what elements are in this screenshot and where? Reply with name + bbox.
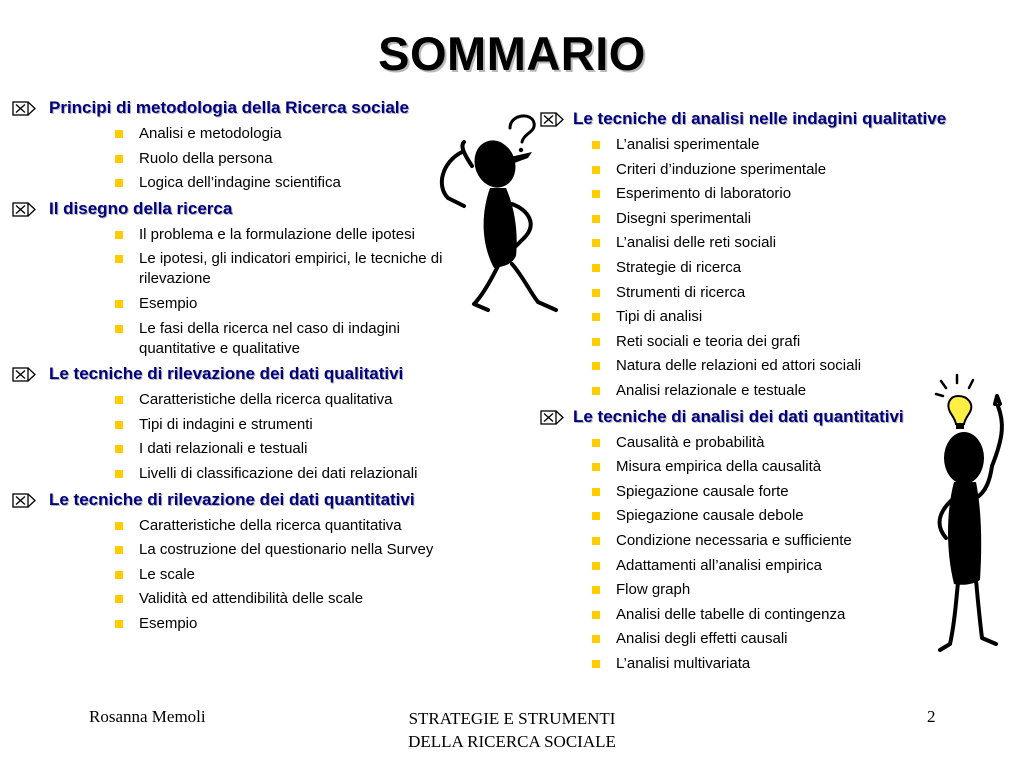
item-list xyxy=(12,225,482,359)
square-bullet-icon xyxy=(592,488,600,496)
list-item-text: I dati relazionali e testuali xyxy=(139,440,308,458)
square-bullet-icon xyxy=(115,300,123,308)
list-item-text: Strumenti di ricerca xyxy=(616,283,746,301)
square-bullet-icon xyxy=(592,141,600,149)
section-disegno xyxy=(12,198,482,359)
section-heading-row xyxy=(12,489,482,516)
list-item-text: Condizione necessaria e sufficiente xyxy=(616,531,852,549)
section-heading: Le tecniche di rilevazione dei dati qualitativi xyxy=(49,364,404,384)
list-item xyxy=(592,332,1020,352)
list-item xyxy=(115,464,482,484)
list-item xyxy=(592,233,1020,253)
list-item xyxy=(592,307,1020,327)
square-bullet-icon xyxy=(592,338,600,346)
section-heading-row xyxy=(12,198,482,225)
square-bullet-icon xyxy=(592,289,600,297)
square-bullet-icon xyxy=(592,586,600,594)
footer-course-line: DELLA RICERCA SOCIALE xyxy=(408,732,616,751)
list-item-text: Spiegazione causale forte xyxy=(616,482,789,500)
section-heading: Il disegno della ricerca xyxy=(49,198,233,218)
section-analisi-qualitative xyxy=(540,108,1020,401)
list-item-text: Esempio xyxy=(139,294,198,312)
list-item xyxy=(115,540,482,560)
list-item-text: Disegni sperimentali xyxy=(616,209,752,227)
section-rilevazione-quantitativi xyxy=(12,489,482,634)
boxed-x-arrow-icon xyxy=(12,202,36,217)
square-bullet-icon xyxy=(592,166,600,174)
item-list xyxy=(540,135,1020,401)
square-bullet-icon xyxy=(115,231,123,239)
page-title: SOMMARIO xyxy=(378,27,646,80)
square-bullet-icon xyxy=(115,620,123,628)
square-bullet-icon xyxy=(115,179,123,187)
list-item-text: Analisi degli effetti causali xyxy=(616,630,788,648)
square-bullet-icon xyxy=(115,255,123,263)
section-heading-row xyxy=(540,108,1020,135)
list-item-text: Analisi relazionale e testuale xyxy=(616,381,807,399)
square-bullet-icon xyxy=(115,546,123,554)
list-item-text: Esempio xyxy=(139,614,198,632)
square-bullet-icon xyxy=(115,522,123,530)
square-bullet-icon xyxy=(115,595,123,603)
left-column xyxy=(12,97,482,639)
footer-course-line: STRATEGIE E STRUMENTI xyxy=(408,709,616,728)
list-item xyxy=(592,184,1020,204)
list-item-text: L’analisi multivariata xyxy=(616,654,751,672)
list-item-text: Tipi di analisi xyxy=(616,308,703,326)
list-item-text: Adattamenti all’analisi empirica xyxy=(616,556,822,574)
square-bullet-icon xyxy=(115,325,123,333)
section-rilevazione-qualitativi xyxy=(12,363,482,484)
square-bullet-icon xyxy=(115,155,123,163)
list-item-text: Livelli di classificazione dei dati relazionali xyxy=(139,464,418,482)
square-bullet-icon xyxy=(592,387,600,395)
list-item-text: L’analisi sperimentale xyxy=(616,136,760,153)
square-bullet-icon xyxy=(115,445,123,453)
list-item-text: Validità ed attendibilità delle scale xyxy=(139,590,364,608)
square-bullet-icon xyxy=(592,463,600,471)
square-bullet-icon xyxy=(592,512,600,520)
footer-author: Rosanna Memoli xyxy=(89,707,206,726)
list-item xyxy=(115,390,482,410)
section-heading: Le tecniche di rilevazione dei dati quantitativi xyxy=(49,489,415,509)
list-item xyxy=(592,283,1020,303)
list-item-text: L’analisi delle reti sociali xyxy=(616,234,777,252)
lightbulb-figure-illustration xyxy=(924,372,1014,658)
list-item xyxy=(115,516,482,536)
list-item-text: Criteri d’induzione sperimentale xyxy=(616,160,827,178)
list-item xyxy=(115,565,482,585)
list-item-text: Logica dell’indagine scientifica xyxy=(139,174,341,192)
square-bullet-icon xyxy=(592,611,600,619)
list-item-text: Ruolo della persona xyxy=(139,149,273,167)
list-item-text: Spiegazione causale debole xyxy=(616,507,804,525)
section-heading: Principi di metodologia della Ricerca sociale xyxy=(49,98,409,117)
list-item xyxy=(592,258,1020,278)
square-bullet-icon xyxy=(592,635,600,643)
square-bullet-icon xyxy=(592,660,600,668)
list-item-text: Natura delle relazioni ed attori sociali xyxy=(616,357,862,375)
list-item-text: Esperimento di laboratorio xyxy=(616,185,792,203)
boxed-x-arrow-icon xyxy=(12,367,36,382)
list-item xyxy=(115,415,482,435)
square-bullet-icon xyxy=(592,313,600,321)
square-bullet-icon xyxy=(115,470,123,478)
list-item xyxy=(592,135,1020,155)
list-item-text: Caratteristiche della ricerca qualitativa xyxy=(139,391,393,409)
boxed-x-arrow-icon xyxy=(540,410,564,425)
list-item xyxy=(115,249,457,289)
list-item-text: Analisi delle tabelle di contingenza xyxy=(616,605,846,623)
square-bullet-icon xyxy=(115,396,123,404)
section-principi xyxy=(12,97,482,193)
square-bullet-icon xyxy=(592,562,600,570)
list-item-text: Strategie di ricerca xyxy=(616,258,742,276)
item-list xyxy=(12,516,482,634)
list-item-text: Causalità e probabilità xyxy=(616,433,765,451)
square-bullet-icon xyxy=(115,421,123,429)
square-bullet-icon xyxy=(592,215,600,223)
boxed-x-arrow-icon xyxy=(12,493,36,508)
list-item-text: Le scale xyxy=(139,565,195,583)
list-item-text: Flow graph xyxy=(616,581,691,599)
list-item-text: Reti sociali e teoria dei grafi xyxy=(616,332,801,350)
boxed-x-arrow-icon xyxy=(12,101,36,116)
list-item xyxy=(115,589,482,609)
square-bullet-icon xyxy=(592,239,600,247)
lightbulb-icon xyxy=(936,375,973,429)
square-bullet-icon xyxy=(592,439,600,447)
square-bullet-icon xyxy=(592,190,600,198)
thinking-figure-illustration xyxy=(420,106,570,318)
square-bullet-icon xyxy=(115,130,123,138)
list-item xyxy=(115,614,482,634)
square-bullet-icon xyxy=(592,362,600,370)
list-item-text: Misura empirica della causalità xyxy=(616,458,822,476)
list-item xyxy=(115,439,482,459)
question-mark-icon xyxy=(510,116,534,152)
list-item xyxy=(592,160,1020,180)
list-item-text: La costruzione del questionario nella Survey xyxy=(139,541,434,559)
list-item-text: Le ipotesi, gli indicatori empirici, le tecniche di rilevazione xyxy=(139,250,443,288)
section-heading-row xyxy=(12,97,482,124)
footer-page-number: 2 xyxy=(927,707,936,726)
item-list xyxy=(12,390,482,484)
section-heading: Le tecniche di analisi nelle indagini qualitative xyxy=(573,109,947,128)
list-item-text: Le fasi della ricerca nel caso di indagini quantitative e qualitative xyxy=(139,319,400,357)
square-bullet-icon xyxy=(592,264,600,272)
list-item xyxy=(592,209,1020,229)
item-list xyxy=(12,124,482,193)
square-bullet-icon xyxy=(592,537,600,545)
list-item-text: Il problema e la formulazione delle ipotesi xyxy=(139,225,415,243)
section-heading-row xyxy=(12,363,482,390)
list-item-text: Analisi e metodologia xyxy=(139,125,282,142)
list-item-text: Tipi di indagini e strumenti xyxy=(139,415,313,433)
footer-course-title xyxy=(362,707,662,753)
list-item-text: Caratteristiche della ricerca quantitativa xyxy=(139,516,402,534)
list-item xyxy=(115,319,457,359)
section-heading: Le tecniche di analisi dei dati quantitativi xyxy=(573,406,904,426)
square-bullet-icon xyxy=(115,571,123,579)
